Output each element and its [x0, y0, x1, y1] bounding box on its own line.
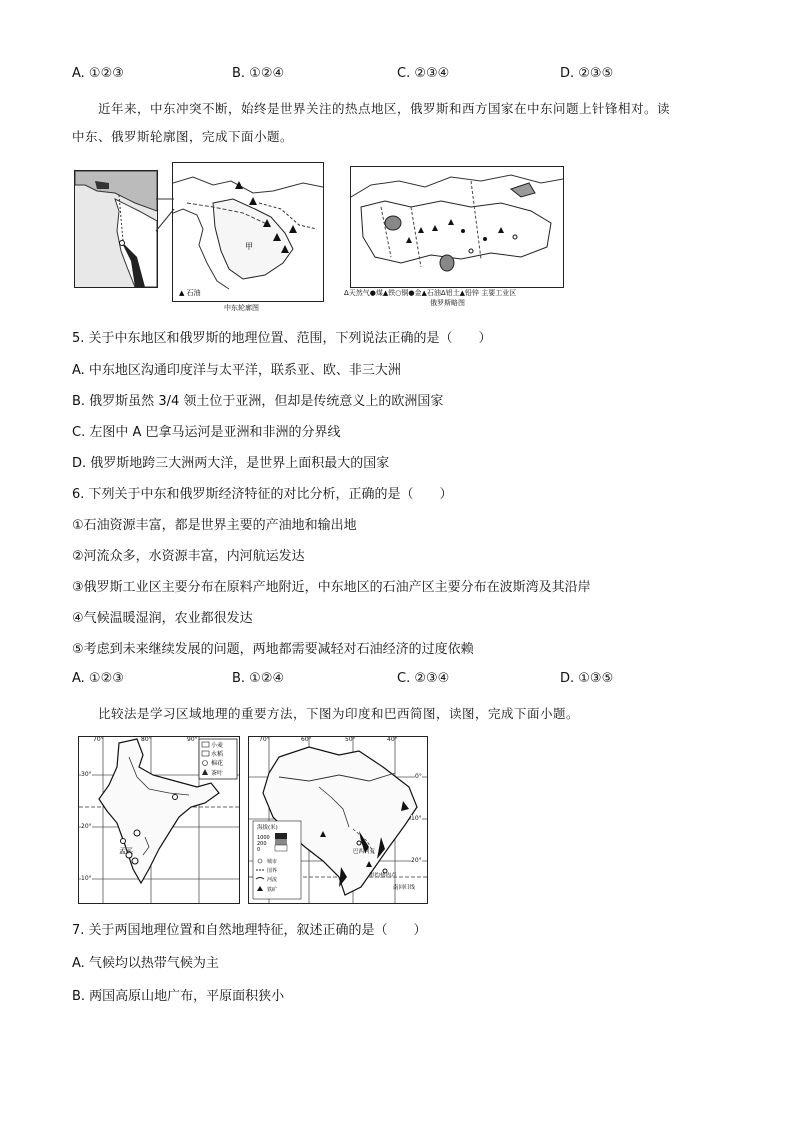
middle-east-legend-oil: ▲ 石油: [179, 289, 201, 297]
middle-east-map-drawing: [173, 163, 323, 301]
question-6-statement-4: ④气候温暖湿润，农业都很发达: [72, 611, 253, 626]
india-lon-label: 70°: [93, 736, 104, 743]
red-sea-map: [74, 170, 158, 288]
answer-options-row-1: [72, 66, 732, 86]
option-c: C. ②③④: [397, 671, 450, 686]
option-a: A. ①②③: [72, 66, 124, 81]
option-a: A. ①②③: [72, 671, 124, 686]
brazil-legend-item: 铁矿: [267, 887, 278, 893]
brazil-lon-label: 60°: [301, 736, 312, 743]
option-d: D. ①③⑤: [560, 671, 614, 686]
brazil-legend-title: 海拔(米): [257, 825, 278, 831]
question-5-option-b: B. 俄罗斯虽然 3/4 领土位于亚洲，但却是传统意义上的欧洲国家: [72, 394, 444, 409]
russia-caption: 俄罗斯略图: [430, 299, 465, 307]
india-city-label: 孟买: [119, 847, 133, 855]
india-lon-label: 90°: [187, 736, 198, 743]
option-b: B. ①②④: [232, 66, 285, 81]
question-5-option-c: C. 左图中 A 巴拿马运河是亚洲和非洲的分界线: [72, 425, 341, 440]
russia-map: [350, 166, 564, 288]
russia-legend: Δ天然气●煤▲铁○铜●金▲石油Δ铝土▲铅锌 主要工业区: [344, 289, 517, 297]
answer-options-row-2: [72, 671, 732, 691]
brazil-legend-item: 国界: [267, 868, 278, 874]
red-sea-map-drawing: [75, 171, 157, 287]
brazil-lat-label: 10°: [411, 815, 422, 822]
brazil-legend-item: 城市: [267, 859, 278, 865]
india-legend-item: 茶叶: [211, 770, 224, 777]
brazil-legend-elev: 200: [257, 841, 267, 847]
middle-east-map: [172, 162, 324, 302]
question-7-stem: 7. 关于两国地理位置和自然地理特征，叙述正确的是（ ）: [72, 923, 427, 938]
middle-east-caption: 中东轮廓图: [224, 304, 259, 312]
question-7-option-b: B. 两国高原山地广布，平原面积狭小: [72, 989, 285, 1004]
india-lat-label: 30°: [81, 771, 92, 778]
brazil-map-drawing: [249, 737, 427, 903]
intro-line-1: 近年来，中东冲突不断，始终是世界关注的热点地区，俄罗斯和西方国家在中东问题上针锋相对。读: [98, 101, 671, 116]
option-b: B. ①②④: [232, 671, 285, 686]
tropic-of-capricorn-label: 南回归线: [393, 885, 416, 891]
india-map: [78, 736, 240, 904]
region-label-jia: 甲: [245, 242, 253, 251]
question-6-statement-2: ②河流众多，水资源丰富，内河航运发达: [72, 549, 305, 564]
india-lat-label: 20°: [81, 823, 92, 830]
option-d: D. ②③⑤: [560, 66, 614, 81]
question-6-stem: 6. 下列关于中东和俄罗斯经济特征的对比分析，正确的是（ ）: [72, 487, 453, 502]
india-legend-item: 小麦: [211, 742, 224, 749]
brazil-legend-elev: 0: [257, 847, 261, 853]
brazil-map: [248, 736, 428, 904]
question-6-statement-3: ③俄罗斯工业区主要分布在原料产地附近，中东地区的石油产区主要分布在波斯湾及其沿岸: [72, 580, 591, 595]
brazil-lon-label: 70°: [259, 736, 270, 743]
question-6-statement-1: ①石油资源丰富，都是世界主要的产油地和输出地: [72, 518, 357, 533]
brazil-legend-elev: 1000: [257, 835, 270, 841]
brazil-lon-label: 50°: [345, 736, 356, 743]
brazil-lon-label: 40°: [387, 736, 398, 743]
question-5-option-a: A. 中东地区沟通印度洋与太平洋，联系亚、欧、非三大洲: [72, 363, 401, 378]
brazil-lat-label: 0°: [415, 773, 422, 780]
india-map-drawing: [79, 737, 239, 903]
russia-map-drawing: [351, 167, 563, 287]
map-connector-lines: [154, 195, 176, 235]
india-legend-item: 水稻: [211, 751, 224, 758]
intro-line-2: 中东、俄罗斯轮廓图，完成下面小题。: [72, 129, 294, 144]
question-5-stem: 5. 关于中东地区和俄罗斯的地理位置、范围，下列说法正确的是（ ）: [72, 331, 492, 346]
brazil-lat-label: 20°: [411, 857, 422, 864]
question-6-statement-5: ⑤考虑到未来继续发展的问题，两地都需要减轻对石油经济的过度依赖: [72, 642, 474, 657]
passage-intro-1: [72, 95, 732, 151]
question-5-option-d: D. 俄罗斯地跨三大洲两大洋，是世界上面积最大的国家: [72, 456, 390, 471]
option-c: C. ②③④: [397, 66, 450, 81]
india-lat-label: 10°: [81, 875, 92, 882]
brazil-city-label: 巴西利亚: [353, 849, 376, 855]
india-lon-label: 80°: [141, 736, 152, 743]
india-legend-item: 棉花: [211, 760, 224, 767]
question-7-option-a: A. 气候均以热带气候为主: [72, 956, 219, 971]
brazil-city-label: 里约热内卢: [369, 873, 397, 879]
passage-intro-2: 比较法是学习区域地理的重要方法，下图为印度和巴西简图，读图，完成下面小题。: [98, 706, 580, 721]
brazil-legend-item: 河流: [267, 877, 278, 883]
